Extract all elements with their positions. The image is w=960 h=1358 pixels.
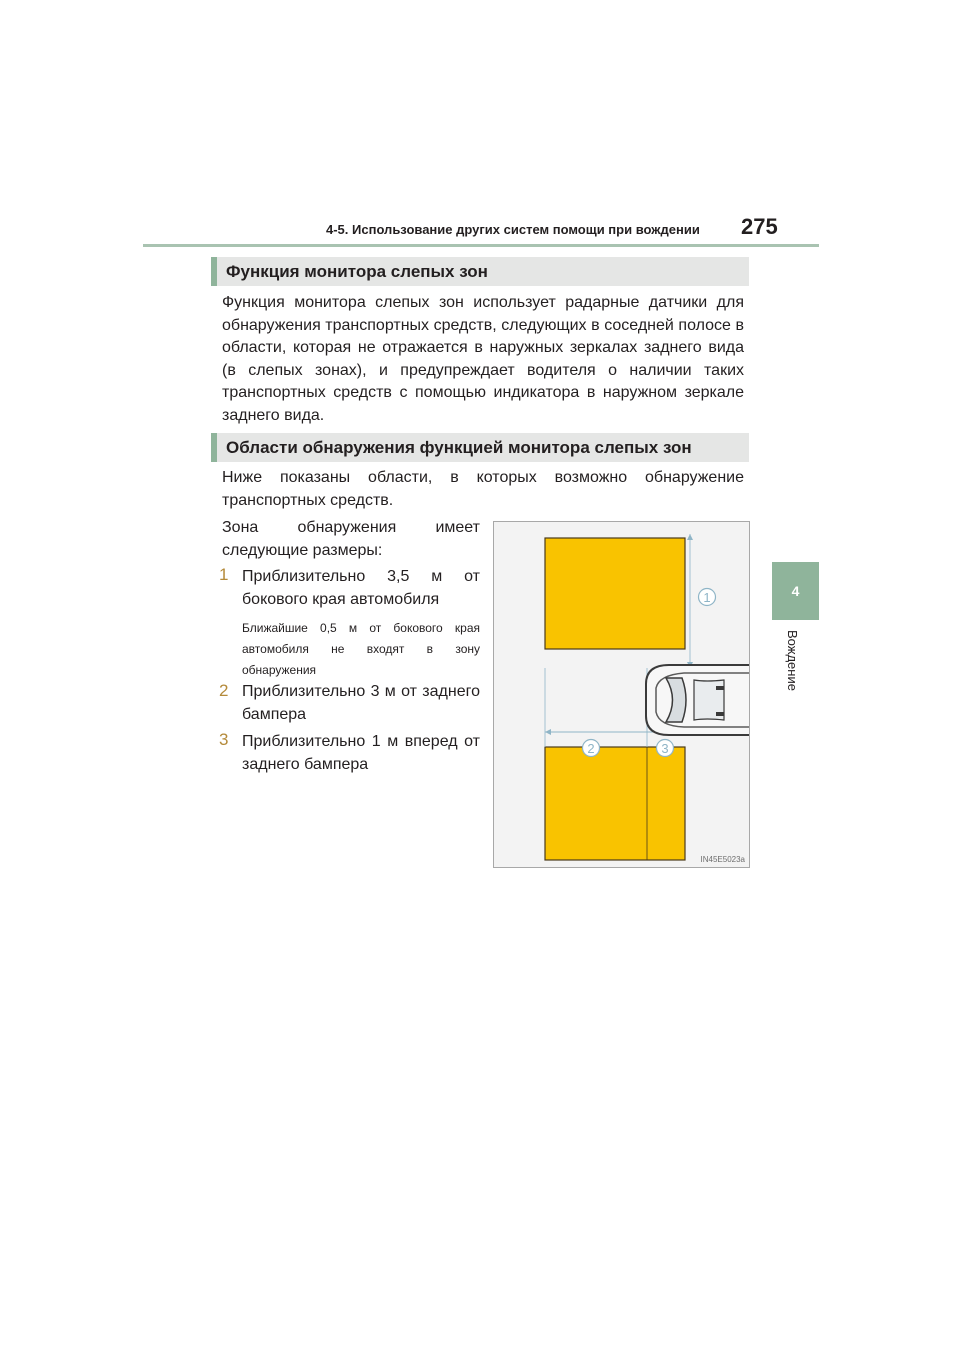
item-text-3: Приблизительно 1 м вперед от заднего бампера: [242, 733, 480, 773]
callout-2: [583, 740, 600, 757]
item-text-2: Приблизительно 3 м от заднего бампера: [242, 683, 480, 723]
svg-text:1: 1: [703, 590, 711, 605]
detection-area-diagram: [494, 522, 750, 868]
detection-area-figure: [493, 521, 750, 868]
header-rule: [143, 244, 819, 247]
svg-text:2: 2: [587, 741, 595, 756]
arrow-head-left: [545, 729, 551, 735]
callout-3: [657, 740, 674, 757]
item-number-2: 2: [219, 681, 229, 700]
arrow-head-top: [687, 534, 693, 540]
callout-1: [699, 589, 716, 606]
item-note-1: Ближайшие 0,5 м от бокового края автомобиля не входят в зону обнаружения: [242, 621, 480, 677]
chapter-label: Вождение: [785, 630, 800, 691]
section1-paragraph: Функция монитора слепых зон использует радарные датчики для обнаружения транспортных средств, следующих в соседней полосе в области, которая не отражается в наружных зеркалах заднего вида (в слепых зонах), и предупреждает водителя о наличии таких транспортных средств с помощью индикатора в наружном зеркале заднего вида.: [222, 294, 744, 424]
svg-text:3: 3: [661, 741, 669, 756]
item-text-1: Приблизительно 3,5 м от бокового края автомобиля: [242, 568, 480, 608]
chapter-tab[interactable]: 4: [772, 562, 819, 620]
running-header: 4-5. Использование других систем помощи при вождении: [326, 222, 700, 237]
item-number-3: 3: [219, 730, 229, 749]
zone-intro: Зона обнаружения имеет следующие размеры:: [222, 519, 480, 559]
vehicle-illustration: [646, 665, 750, 735]
section-heading-blind-spot-monitor: Функция монитора слепых зон: [211, 257, 749, 286]
section-heading-detection-areas: Области обнаружения функцией монитора слепых зон: [211, 433, 749, 462]
item-number-1: 1: [219, 565, 229, 584]
section2-intro: Ниже показаны области, в которых возможно обнаружение транспортных средств.: [222, 469, 744, 509]
figure-code: IN45E5023a: [700, 855, 745, 864]
detection-zone-side: [545, 538, 685, 649]
detection-zone-rear: [545, 747, 685, 860]
page-number: 275: [741, 214, 778, 239]
